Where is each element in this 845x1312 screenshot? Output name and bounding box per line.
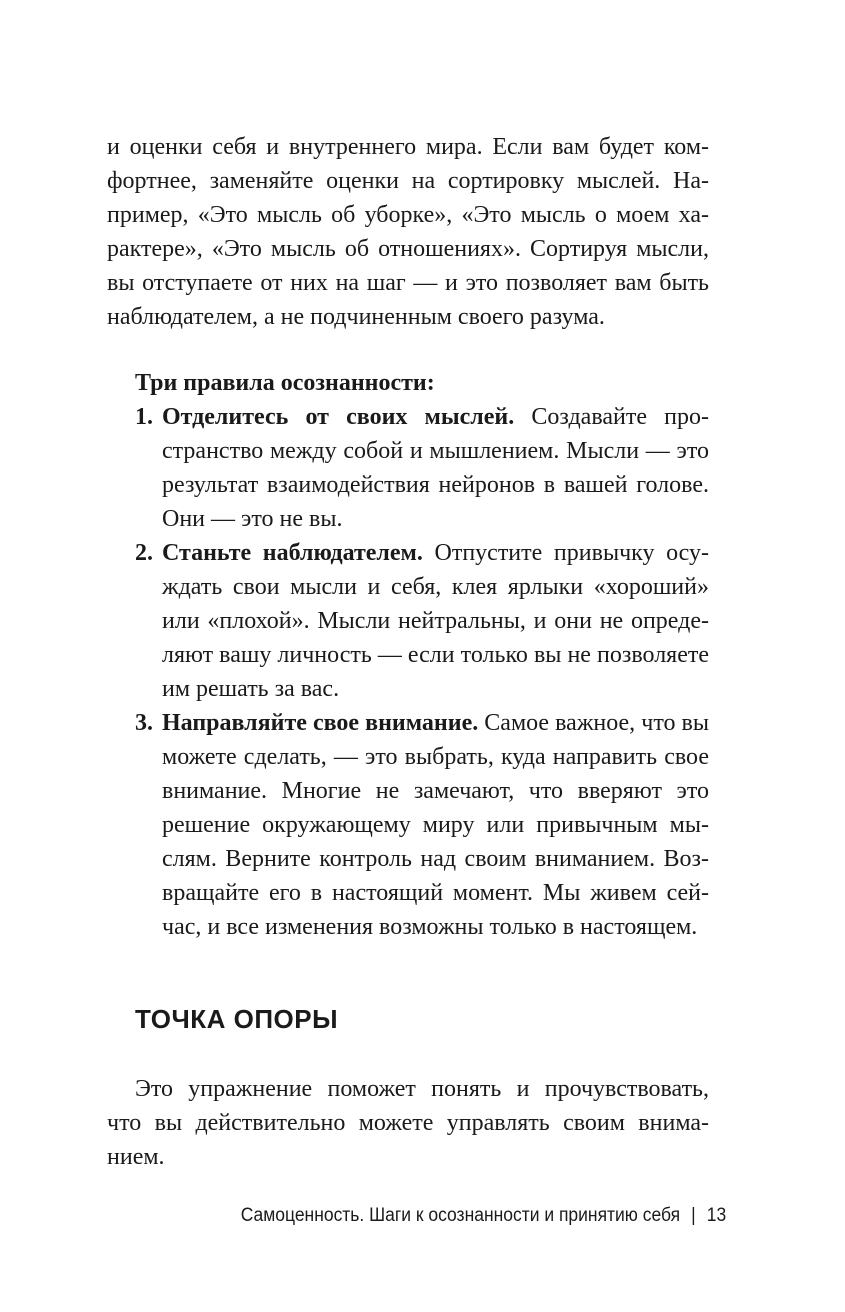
section-title: ТОЧКА ОПОРЫ: [135, 1004, 339, 1034]
intro-paragraph: [107, 130, 709, 334]
intro-line: наблюдателем, а не подчиненным своего разума.: [107, 304, 605, 330]
rule-title: Направляйте свое внимание.: [162, 710, 479, 736]
page-footer: [240, 1203, 727, 1229]
footer-separator: |: [691, 1205, 696, 1226]
rule-line: можете сделать, — это выбрать, куда направить свое: [162, 744, 709, 770]
intro-line: вы отступаете от них на шаг — и это позволяет вам быть: [107, 270, 709, 296]
intro-line: и оценки себя и внутреннего мира. Если вам будет ком-: [107, 134, 709, 160]
rule-line: решение окружающему миру или привычным мы-: [162, 812, 709, 838]
rule-text: [162, 706, 709, 944]
rule-line: вращайте его в настоящий момент. Мы живем сей-: [162, 880, 709, 906]
rule-line: час, и все изменения возможны только в настоящем.: [162, 914, 698, 940]
rule-line: [162, 400, 709, 434]
rules-heading: Три правила осознанности:: [135, 370, 435, 396]
intro-line: фортнее, заменяйте оценки на сортировку мыслей. На-: [107, 168, 709, 194]
page-number: 13: [706, 1205, 727, 1226]
rule-line: [162, 536, 709, 570]
rule-line-rest: Отпустите привычку осу-: [422, 540, 710, 566]
rule-number: 2.: [135, 540, 153, 566]
rule-line: [162, 706, 709, 740]
intro-line: рактере», «Это мысль об отношениях». Сортируя мысли,: [107, 236, 709, 262]
rule-title: Станьте наблюдателем.: [162, 540, 423, 566]
rule-line: Они — это не вы.: [162, 506, 343, 532]
running-title: Самоценность. Шаги к осознанности и принятию себя: [240, 1205, 681, 1226]
exercise-line: Это упражнение поможет понять и прочувствовать,: [135, 1076, 709, 1102]
rule-line-rest: Создавайте про-: [514, 404, 709, 430]
exercise-line: нием.: [107, 1144, 165, 1170]
rule-line: слям. Верните контроль над своим вниманием. Воз-: [162, 846, 709, 872]
rule-line: ждать свои мысли и себя, клея ярлыки «хороший»: [162, 574, 709, 600]
rule-line: странство между собой и мышлением. Мысли — это: [162, 438, 709, 464]
rule-title: Отделитесь от своих мыслей.: [162, 404, 515, 430]
rule-line: ляют вашу личность — если только вы не позволяете: [162, 642, 709, 668]
rule-text: [162, 536, 709, 706]
rule-line-rest: Самое важное, что вы: [478, 710, 710, 736]
rule-number: 3.: [135, 710, 153, 736]
rule-text: [162, 400, 709, 536]
rule-line: результат взаимодействия нейронов в вашей голове.: [162, 472, 709, 498]
rule-line: внимание. Многие не замечают, что вверяют это: [162, 778, 709, 804]
rule-line: или «плохой». Мысли нейтральны, и они не опреде-: [162, 608, 709, 634]
intro-line: пример, «Это мысль об уборке», «Это мысль о моем ха-: [107, 202, 709, 228]
exercise-line: что вы действительно можете управлять своим внима-: [107, 1110, 709, 1136]
rule-line: им решать за вас.: [162, 676, 340, 702]
exercise-paragraph: [107, 1072, 709, 1174]
rule-number: 1.: [135, 404, 153, 430]
